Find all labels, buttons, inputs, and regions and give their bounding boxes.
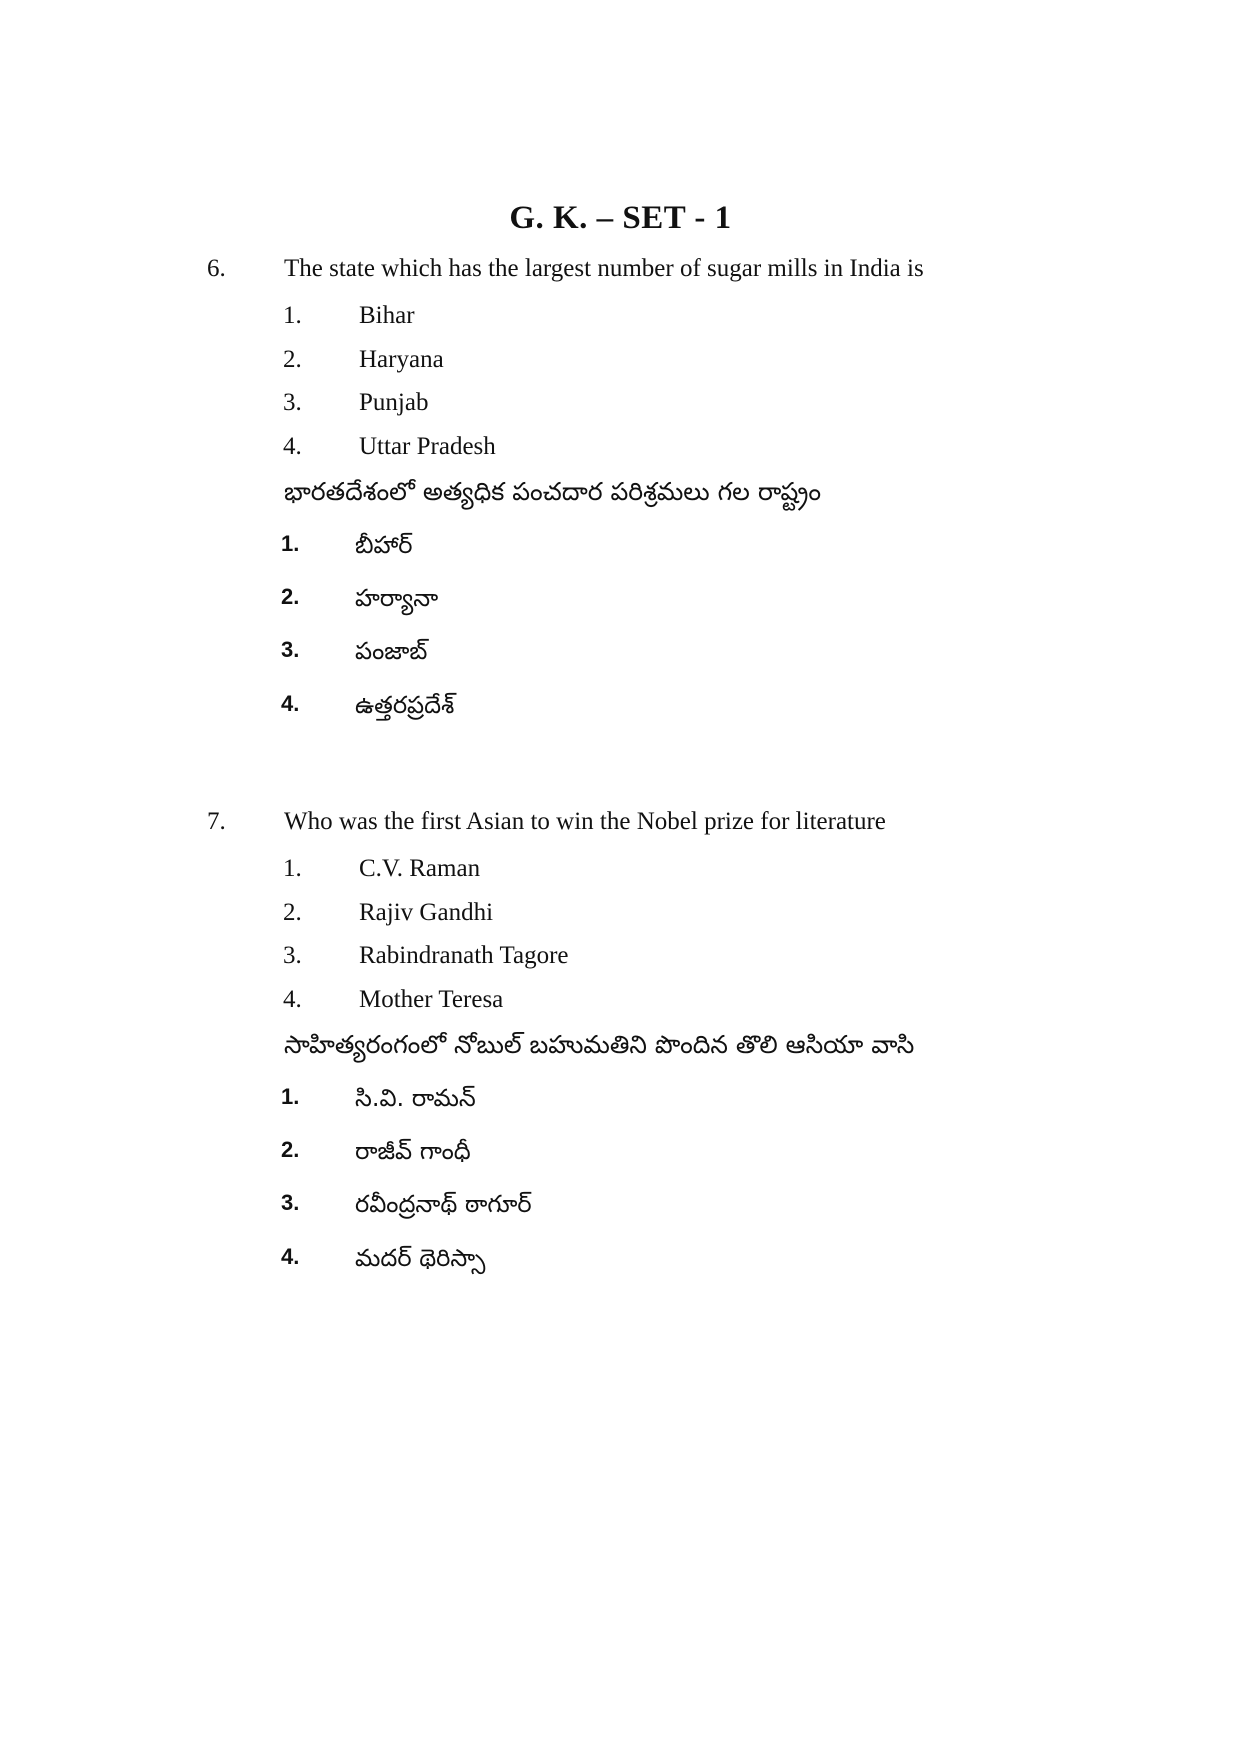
option-label: హర్యానా: [355, 584, 439, 612]
option-item: [0, 389, 1241, 429]
option-number: 2.: [283, 346, 302, 373]
option-item-telugu: [0, 584, 1241, 624]
option-label: C.V. Raman: [359, 855, 481, 882]
question-text-telugu: భారతదేశంలో అత్యధిక పంచదార పరిశ్రమలు గల రాష్ట్రం: [284, 477, 822, 506]
option-item-telugu: [0, 1137, 1241, 1177]
option-item: [0, 855, 1241, 895]
option-item: [0, 986, 1241, 1026]
option-number: 1.: [283, 855, 302, 882]
option-label: Haryana: [359, 346, 444, 373]
option-item-telugu: [0, 1084, 1241, 1124]
option-number: 4.: [283, 986, 302, 1013]
question-number: 7.: [207, 808, 226, 835]
option-item: [0, 302, 1241, 342]
option-label: సి.వి. రామన్: [355, 1084, 476, 1112]
option-label: ఉత్తరప్రదేశ్: [355, 691, 455, 719]
option-number: 2.: [281, 1137, 300, 1162]
option-number: 1.: [283, 302, 302, 329]
option-item-telugu: [0, 691, 1241, 731]
option-label: Bihar: [359, 302, 415, 329]
option-number: 3.: [283, 942, 302, 969]
option-number: 3.: [281, 637, 300, 662]
option-label: Rajiv Gandhi: [359, 899, 494, 926]
option-label: మదర్ థెరిస్సా: [355, 1244, 486, 1272]
option-number: 2.: [283, 899, 302, 926]
option-item-telugu: [0, 1190, 1241, 1230]
page-title: G. K. – SET - 1: [509, 200, 732, 236]
option-number: 2.: [281, 584, 300, 609]
option-number: 4.: [281, 1244, 300, 1269]
option-label: Rabindranath Tagore: [359, 942, 569, 969]
option-label: బీహార్: [355, 531, 413, 559]
option-label: రవీంద్రనాథ్ ఠాగూర్: [355, 1190, 532, 1218]
question-text: The state which has the largest number of sugar mills in India is: [284, 255, 924, 282]
option-label: రాజీవ్ గాంధీ: [355, 1137, 471, 1165]
option-item: [0, 942, 1241, 982]
option-label: Uttar Pradesh: [359, 433, 496, 460]
question-text: Who was the first Asian to win the Nobel prize for literature: [284, 808, 886, 835]
option-item-telugu: [0, 637, 1241, 677]
option-label: Punjab: [359, 389, 429, 416]
question-number: 6.: [207, 255, 226, 282]
option-number: 3.: [283, 389, 302, 416]
option-item: [0, 346, 1241, 386]
option-number: 4.: [281, 691, 300, 716]
option-number: 1.: [281, 1084, 300, 1109]
option-item: [0, 433, 1241, 473]
option-number: 4.: [283, 433, 302, 460]
option-item: [0, 899, 1241, 939]
question-text-telugu: సాహిత్యరంగంలో నోబుల్ బహుమతిని పొందిన తొలి ఆసియా వాసి: [284, 1030, 915, 1059]
option-number: 3.: [281, 1190, 300, 1215]
option-label: పంజాబ్: [355, 637, 428, 665]
option-number: 1.: [281, 531, 300, 556]
option-item-telugu: [0, 531, 1241, 571]
option-item-telugu: [0, 1244, 1241, 1284]
option-label: Mother Teresa: [359, 986, 504, 1013]
